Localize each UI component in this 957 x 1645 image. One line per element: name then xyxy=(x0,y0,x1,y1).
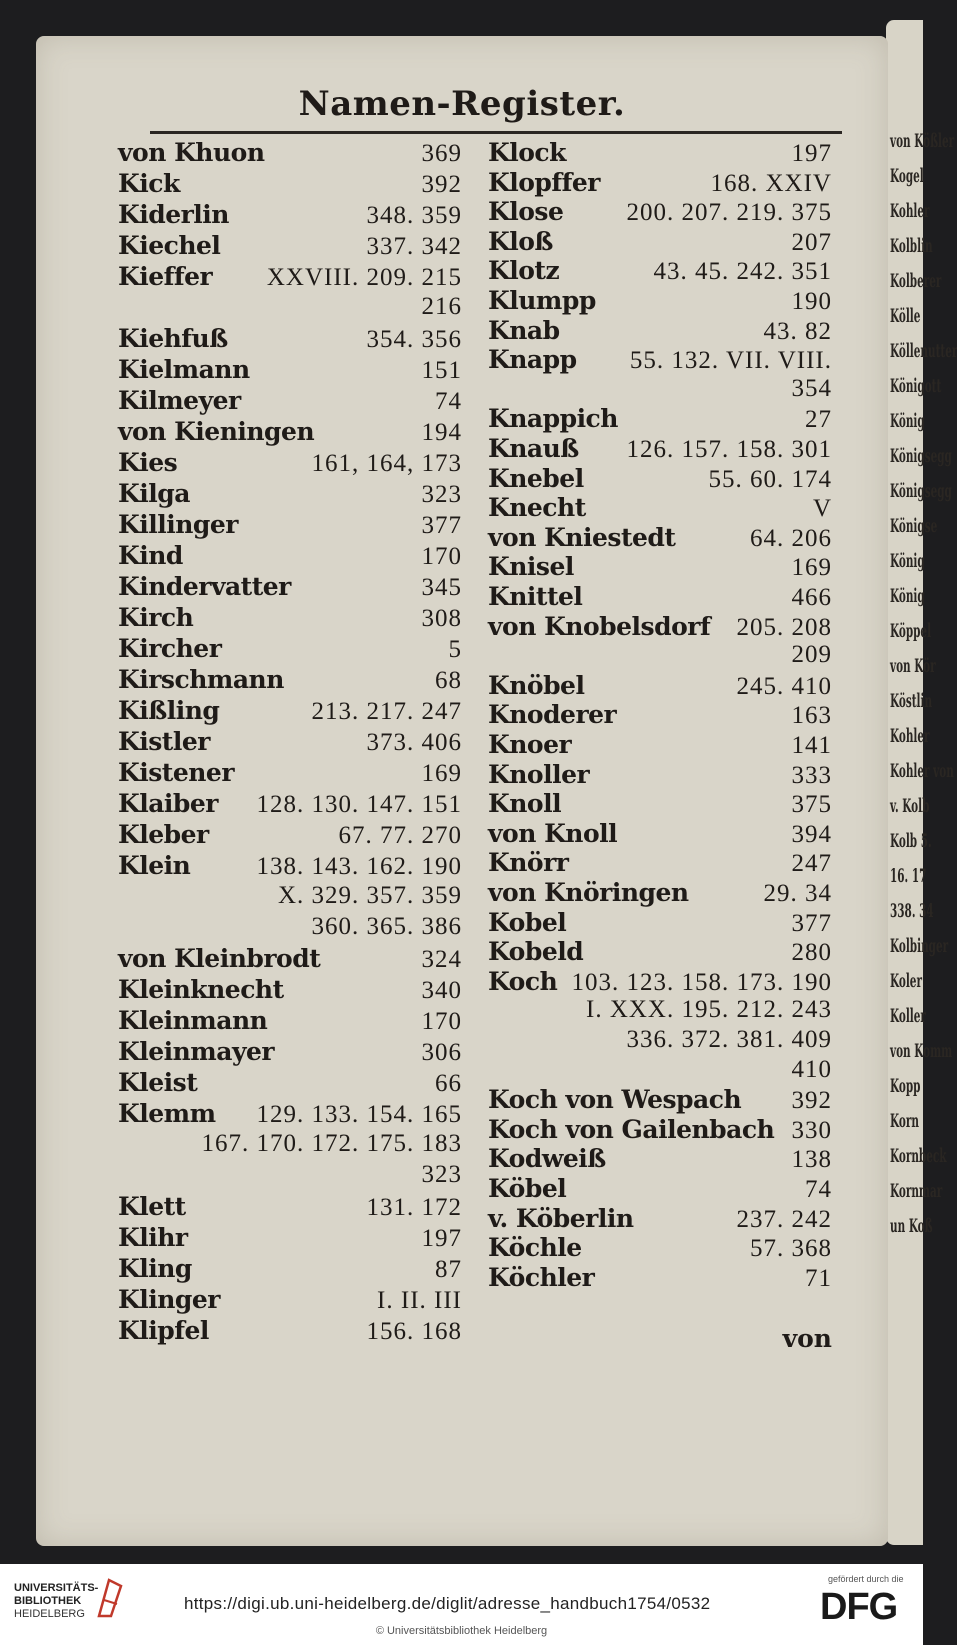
entry-pages: 280 xyxy=(791,939,832,967)
entry-name: Kleinmayer xyxy=(118,1037,275,1066)
next-page-fragment: v. Kolb xyxy=(890,795,930,817)
entry-name: Knapp xyxy=(488,345,577,375)
entry-name: Kobel xyxy=(488,907,567,937)
entry-pages: 200. 207. 219. 375 xyxy=(626,199,832,227)
entry-pages: 410 xyxy=(791,1055,832,1083)
entry-pages: 337. 342 xyxy=(366,233,462,260)
entry-pages: 167. 170. 172. 175. 183 xyxy=(201,1130,462,1157)
entry-pages: 74 xyxy=(435,388,462,415)
entry-pages: 55. 132. VII. VIII. xyxy=(629,347,832,375)
register-entry xyxy=(488,345,832,376)
next-page-fragment: Köllenutter xyxy=(890,340,957,362)
entry-pages: 336. 372. 381. 409 xyxy=(626,1026,832,1053)
entry-name: Klaiber xyxy=(118,789,218,818)
entry-name: Knoller xyxy=(488,759,590,789)
entry-pages: V xyxy=(812,495,832,523)
register-entry xyxy=(118,758,462,789)
entry-name: Kies xyxy=(118,448,178,477)
entry-pages: 207 xyxy=(791,228,832,256)
register-entry xyxy=(488,1263,832,1294)
next-page-fragment: Kolb 5. xyxy=(890,830,932,852)
register-entry xyxy=(118,696,462,727)
next-page-edge xyxy=(886,20,957,1545)
entry-pages: 126. 157. 158. 301 xyxy=(626,436,832,463)
register-entry xyxy=(118,293,462,324)
entry-name: Kilga xyxy=(118,479,190,508)
entry-pages: 354 xyxy=(791,374,832,402)
entry-pages: 168. XXIV xyxy=(710,169,832,197)
register-entry xyxy=(488,937,832,968)
entry-pages: 156. 168 xyxy=(366,1318,462,1345)
entry-pages: 66 xyxy=(435,1070,462,1097)
register-entry xyxy=(118,665,462,696)
entry-name: Kieffer xyxy=(118,262,213,291)
next-page-fragment: Kohler xyxy=(890,725,930,747)
next-page-fragment: König xyxy=(890,585,925,607)
register-entry xyxy=(118,603,462,634)
register-entry xyxy=(488,1056,832,1087)
register-entry xyxy=(488,316,832,347)
entry-pages: I. II. III xyxy=(377,1287,462,1314)
register-entry xyxy=(488,789,832,820)
next-page-fragment: König xyxy=(890,410,925,432)
entry-pages: 373. 406 xyxy=(366,729,462,756)
register-entry xyxy=(488,286,832,317)
entry-name: Kirschmann xyxy=(118,665,284,694)
entry-name: Knoll xyxy=(488,789,562,819)
entry-pages: 340 xyxy=(421,977,462,1004)
next-page-fragment: 338. 34 xyxy=(890,900,934,922)
page-url-link[interactable]: https://digi.ub.uni-heidelberg.de/diglit/adresse_handbuch1754/0532 xyxy=(184,1594,711,1613)
entry-name: Kiehfuß xyxy=(118,324,228,353)
next-page-fragment: Köppel xyxy=(890,620,932,642)
register-entry xyxy=(488,671,832,702)
register-entry xyxy=(488,197,832,228)
copyright-text: © Universitätsbibliothek Heidelberg xyxy=(375,1625,548,1637)
register-entry xyxy=(118,1037,462,1068)
dfg-logo: DFG xyxy=(820,1586,898,1628)
entry-name: Klotz xyxy=(488,256,560,286)
entry-pages: 74 xyxy=(805,1176,832,1203)
register-entry xyxy=(118,1223,462,1254)
library-name-line3: HEIDELBERG xyxy=(14,1608,85,1620)
entry-pages: 348. 359 xyxy=(366,202,462,229)
entry-pages: 29. 34 xyxy=(763,880,832,907)
register-entry xyxy=(488,434,832,465)
register-entry xyxy=(488,819,832,850)
entry-name: Koch von Gailenbach xyxy=(488,1114,775,1144)
entry-name: Koch xyxy=(488,966,558,996)
entry-pages: 345 xyxy=(421,574,462,601)
next-page-fragment: Königse xyxy=(890,515,938,537)
entry-name: Kistler xyxy=(118,727,210,756)
entry-name: Knappich xyxy=(488,404,618,434)
entry-name: Klinger xyxy=(118,1285,220,1314)
register-entry xyxy=(488,523,832,554)
next-page-fragment: Kölle xyxy=(890,305,921,327)
entry-name: von Kniestedt xyxy=(488,522,676,552)
entry-name: Killinger xyxy=(118,510,238,539)
next-page-fragment: Koler xyxy=(890,970,922,992)
entry-name: Köchler xyxy=(488,1262,595,1292)
entry-pages: 323 xyxy=(421,1161,462,1188)
next-page-fragment: Köstlin xyxy=(890,690,933,712)
entry-name: Klumpp xyxy=(488,286,596,315)
footer-bar xyxy=(0,1564,923,1645)
entry-pages: 87 xyxy=(435,1256,462,1283)
next-page-fragment: Kolblin xyxy=(890,235,933,257)
entry-name: Köchle xyxy=(488,1233,582,1263)
entry-pages: 209 xyxy=(791,641,832,669)
entry-name: von Kieningen xyxy=(118,417,315,446)
entry-pages: 392 xyxy=(421,171,462,198)
entry-name: Kistener xyxy=(118,758,235,787)
next-page-fragment: Kolbinger xyxy=(890,935,949,957)
entry-pages: 375 xyxy=(791,791,832,819)
next-page-fragment: Kornbeck xyxy=(890,1145,947,1167)
entry-pages: 354. 356 xyxy=(366,326,462,353)
register-entry xyxy=(118,634,462,665)
register-entry xyxy=(488,612,832,643)
next-page-fragment: Koller xyxy=(890,1005,926,1027)
entry-name: Köbel xyxy=(488,1174,567,1203)
entry-name: Klose xyxy=(488,197,564,227)
entry-name: Kindervatter xyxy=(118,572,291,601)
entry-pages: 103. 123. 158. 173. 190 xyxy=(571,968,832,996)
entry-pages: XXVIII. 209. 215 xyxy=(266,264,462,291)
entry-pages: 330 xyxy=(791,1116,832,1144)
entry-pages: 64. 206 xyxy=(750,524,832,552)
entry-pages: 128. 130. 147. 151 xyxy=(256,791,462,818)
register-entry xyxy=(118,355,462,386)
entry-pages: 247 xyxy=(791,850,832,878)
register-entry xyxy=(118,572,462,603)
entry-pages: 27 xyxy=(805,406,832,434)
entry-pages: 55. 60. 174 xyxy=(708,465,832,493)
register-entry xyxy=(118,169,462,200)
entry-name: Knecht xyxy=(488,493,586,523)
register-entry xyxy=(118,913,462,944)
register-entry xyxy=(118,231,462,262)
entry-name: Knauß xyxy=(488,434,579,463)
entry-pages: 129. 133. 154. 165 xyxy=(256,1101,462,1128)
register-entry xyxy=(488,227,832,258)
entry-pages: 169 xyxy=(421,760,462,787)
next-page-fragment: von Komm xyxy=(890,1040,953,1062)
register-entry xyxy=(118,448,462,479)
register-entry xyxy=(488,552,832,583)
next-page-fragment: Kornmar xyxy=(890,1180,943,1202)
entry-name: Kling xyxy=(118,1254,192,1283)
entry-pages: I. XXX. 195. 212. 243 xyxy=(586,996,832,1024)
next-page-fragment: König xyxy=(890,550,925,572)
entry-name: Klipfel xyxy=(118,1316,209,1345)
next-page-fragment: Kohler von xyxy=(890,760,954,782)
register-entry xyxy=(488,730,832,761)
entry-pages: 308 xyxy=(421,605,462,632)
entry-pages: 43. 45. 242. 351 xyxy=(653,258,832,286)
entry-name: Klopffer xyxy=(488,167,600,197)
register-entry xyxy=(488,1115,832,1146)
register-entry xyxy=(488,878,832,909)
register-entry xyxy=(118,541,462,572)
register-entry xyxy=(118,262,462,293)
entry-name: Kiechel xyxy=(118,231,221,260)
register-entry xyxy=(118,820,462,851)
register-entry xyxy=(118,200,462,231)
entry-name: Koch von Wespach xyxy=(488,1085,742,1115)
entry-pages: 306 xyxy=(421,1039,462,1066)
register-entry xyxy=(488,404,832,435)
entry-name: Kobeld xyxy=(488,937,584,967)
entry-name: Kiderlin xyxy=(118,200,229,229)
entry-name: Kleinmann xyxy=(118,1006,268,1035)
entry-name: von Khuon xyxy=(118,138,265,167)
entry-name: Klein xyxy=(118,851,191,880)
entry-name: von Knoll xyxy=(488,818,618,848)
header-rule xyxy=(150,131,842,134)
entry-pages: 392 xyxy=(791,1087,832,1115)
next-page-fragment: Königsegg xyxy=(890,445,952,467)
entry-pages: 161, 164, 173 xyxy=(311,450,462,477)
register-entry xyxy=(488,760,832,791)
register-entry xyxy=(488,138,832,169)
entry-pages: 141 xyxy=(791,732,832,759)
entry-pages: 57. 368 xyxy=(750,1235,832,1263)
entry-name: Knisel xyxy=(488,552,574,582)
entry-pages: 138 xyxy=(791,1146,832,1174)
entry-pages: 216 xyxy=(421,293,462,320)
entry-name: Kodweiß xyxy=(488,1144,606,1174)
entry-pages: 170 xyxy=(421,543,462,570)
next-page-fragment: von Kößler xyxy=(890,130,955,152)
library-name-line1: UNIVERSITÄTS- xyxy=(14,1582,99,1594)
entry-pages: 466 xyxy=(791,584,832,611)
register-entry xyxy=(118,510,462,541)
entry-pages: X. 329. 357. 359 xyxy=(277,882,462,909)
register-entry xyxy=(118,789,462,820)
entry-name: Knebel xyxy=(488,463,584,493)
entry-name: von Knöringen xyxy=(488,878,689,907)
next-page-fragment: Korn xyxy=(890,1110,919,1132)
next-page-fragment: Kogel xyxy=(890,165,924,187)
entry-name: Knittel xyxy=(488,582,583,611)
entry-pages: 324 xyxy=(421,946,462,973)
entry-pages: 170 xyxy=(421,1008,462,1035)
next-page-fragment: Königsegg xyxy=(890,480,952,502)
register-entry xyxy=(118,1068,462,1099)
register-entry xyxy=(488,1204,832,1235)
entry-name: Kißling xyxy=(118,696,220,725)
register-entry xyxy=(118,944,462,975)
entry-pages: 369 xyxy=(421,140,462,167)
entry-pages: 197 xyxy=(791,140,832,167)
register-entry xyxy=(488,256,832,287)
entry-pages: 67. 77. 270 xyxy=(338,822,462,849)
entry-name: Kleinknecht xyxy=(118,975,284,1004)
register-entry xyxy=(488,493,832,524)
register-entry xyxy=(118,417,462,448)
entry-name: Kick xyxy=(118,169,180,198)
register-entry xyxy=(488,967,832,998)
next-page-fragment: Kolberer xyxy=(890,270,942,292)
register-entry xyxy=(488,641,832,672)
entry-name: Klock xyxy=(488,138,566,167)
entry-pages: 213. 217. 247 xyxy=(311,698,462,725)
library-logo-text xyxy=(14,1582,98,1621)
register-entry xyxy=(118,1099,462,1130)
register-entry xyxy=(118,1285,462,1316)
document-page xyxy=(36,36,888,1546)
entry-name: Kilmeyer xyxy=(118,386,241,415)
entry-name: Kirch xyxy=(118,603,194,632)
register-entry xyxy=(118,1130,462,1161)
register-entry xyxy=(118,1254,462,1285)
register-entry xyxy=(118,851,462,882)
entry-name: Knoderer xyxy=(488,700,617,730)
register-entry xyxy=(118,479,462,510)
register-entry xyxy=(488,1144,832,1175)
register-entry xyxy=(118,1192,462,1223)
entry-pages: 5 xyxy=(448,636,462,663)
entry-pages: 237. 242 xyxy=(736,1205,832,1233)
library-name-line2: BIBLIOTHEK xyxy=(14,1595,82,1607)
next-page-fragment: 16. 17 xyxy=(890,865,927,887)
entry-pages: 43. 82 xyxy=(763,317,832,345)
register-entry xyxy=(488,848,832,879)
entry-name: Kleber xyxy=(118,820,209,849)
entry-name: Kloß xyxy=(488,226,553,256)
next-page-fragment: Königott xyxy=(890,375,942,397)
entry-pages: 323 xyxy=(421,481,462,508)
entry-pages: 194 xyxy=(421,419,462,446)
next-page-fragment: Kohler xyxy=(890,200,930,222)
entry-pages: 333 xyxy=(791,761,832,789)
entry-name: von Knobelsdorf xyxy=(488,611,711,641)
entry-name: Knöbel xyxy=(488,670,585,700)
entry-name: Klett xyxy=(118,1192,186,1221)
register-entry xyxy=(488,168,832,199)
entry-name: von Kleinbrodt xyxy=(118,944,321,973)
entry-pages: 197 xyxy=(421,1225,462,1252)
entry-name: v. Köberlin xyxy=(488,1203,634,1233)
entry-pages: 169 xyxy=(791,554,832,582)
register-entry xyxy=(488,1026,832,1057)
register-entry xyxy=(118,386,462,417)
page-title: Namen-Register. xyxy=(298,84,626,124)
funded-by-text: gefördert durch die xyxy=(828,1574,904,1584)
entry-pages: 377 xyxy=(791,909,832,937)
register-entry xyxy=(118,727,462,758)
entry-pages: 68 xyxy=(435,667,462,694)
register-entry xyxy=(118,975,462,1006)
entry-name: Klihr xyxy=(118,1223,188,1252)
entry-pages: 394 xyxy=(791,820,832,848)
entry-pages: 377 xyxy=(421,512,462,539)
entry-pages: 205. 208 xyxy=(736,613,832,641)
register-entry xyxy=(488,1085,832,1116)
register-entry xyxy=(118,1161,462,1192)
entry-name: Knab xyxy=(488,315,560,345)
next-page-fragment: un Koß xyxy=(890,1215,933,1237)
register-entry xyxy=(118,1316,462,1347)
register-entry xyxy=(118,138,462,169)
entry-pages: 151 xyxy=(421,357,462,384)
register-entry xyxy=(488,996,832,1027)
register-entry xyxy=(488,1233,832,1264)
entry-name: Kielmann xyxy=(118,355,250,384)
register-entry xyxy=(118,324,462,355)
entry-pages: 163 xyxy=(791,702,832,730)
register-entry xyxy=(488,1174,832,1205)
entry-pages: 245. 410 xyxy=(736,672,832,700)
entry-name: Klemm xyxy=(118,1099,216,1128)
next-page-fragment: von Kör xyxy=(890,655,936,677)
register-entry xyxy=(488,582,832,613)
next-page-fragment: Kopp xyxy=(890,1075,921,1097)
register-entry xyxy=(118,882,462,913)
entry-name: Kind xyxy=(118,541,183,570)
register-entry xyxy=(118,1006,462,1037)
register-entry xyxy=(488,700,832,731)
register-entry xyxy=(488,375,832,406)
library-logo-icon xyxy=(95,1576,125,1620)
register-entry xyxy=(488,908,832,939)
catchword: von xyxy=(782,1324,832,1353)
entry-pages: 190 xyxy=(791,288,832,315)
entry-name: Knörr xyxy=(488,848,569,878)
entry-pages: 138. 143. 162. 190 xyxy=(256,853,462,880)
entry-pages: 131. 172 xyxy=(366,1194,462,1221)
entry-name: Kleist xyxy=(118,1068,198,1097)
entry-name: Kircher xyxy=(118,634,222,663)
entry-pages: 360. 365. 386 xyxy=(311,913,462,940)
entry-name: Knoer xyxy=(488,730,572,759)
register-entry xyxy=(488,464,832,495)
entry-pages: 71 xyxy=(805,1264,832,1292)
